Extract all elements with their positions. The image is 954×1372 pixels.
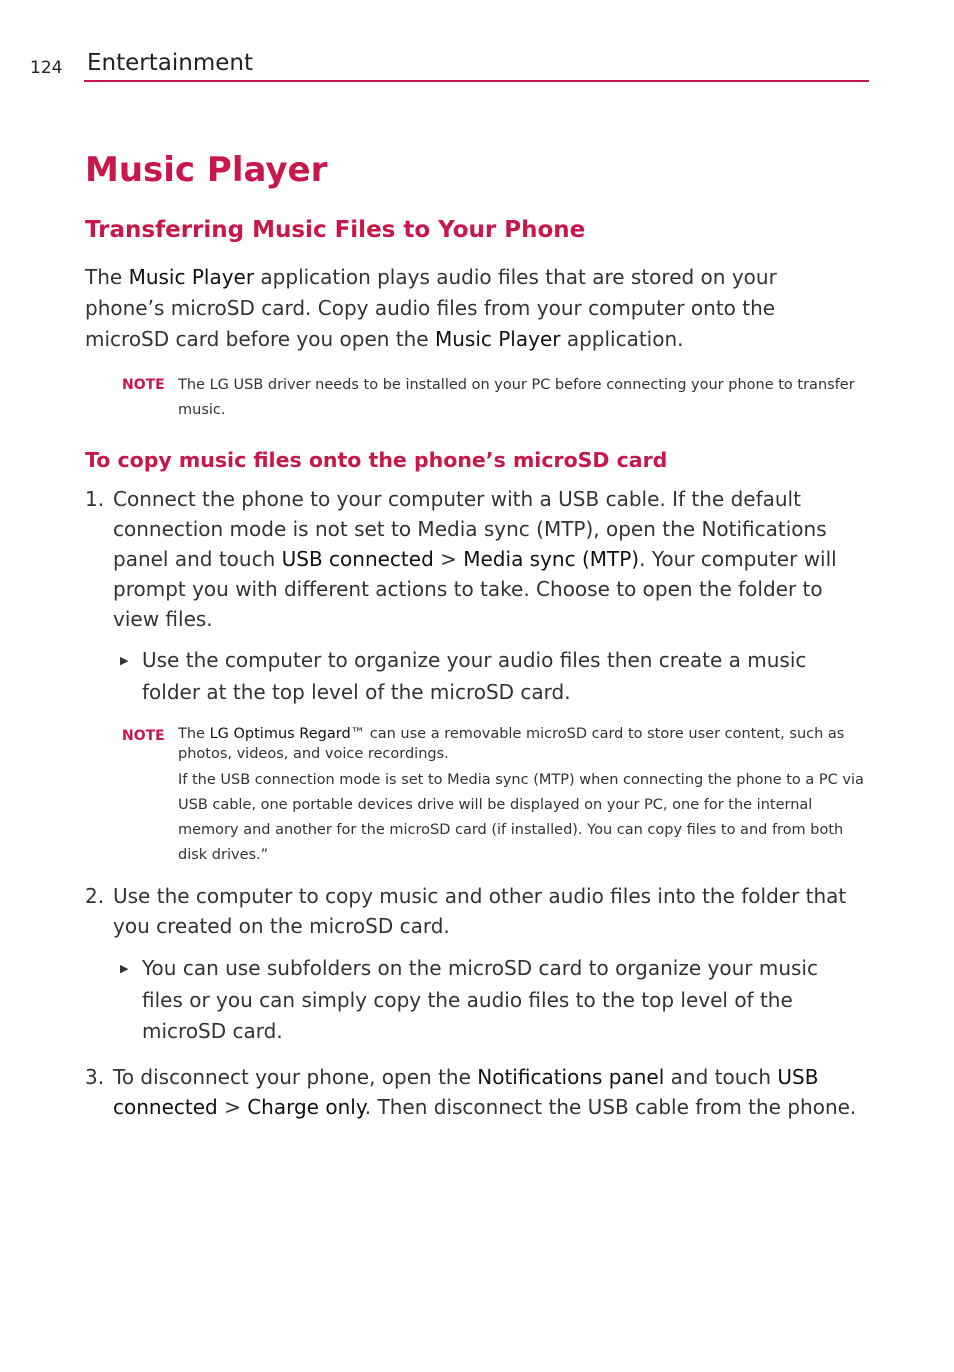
intro-text-1: The	[85, 265, 129, 289]
step-1	[85, 484, 870, 634]
bullet-organize-files	[120, 645, 850, 708]
intro-text-3: application.	[560, 327, 684, 351]
section-subtitle: Transferring Music Files to Your Phone	[85, 217, 586, 243]
step-bold: Media sync (MTP)	[463, 547, 640, 571]
bullet-text: Use the computer to organize your audio files then create a music folder at the top level of the microSD card.	[142, 648, 807, 704]
intro-text-2: application plays audio files that are stored on your phone’s microSD card. Copy audio files from your computer onto the microSD card before you open the	[85, 265, 777, 351]
procedure-title: To copy music files onto the phone’s microSD card	[85, 448, 668, 472]
note-usb-driver	[122, 373, 867, 423]
triangle-bullet-icon: ▶	[120, 654, 129, 667]
step-2	[85, 881, 870, 941]
bullet-text: You can use subfolders on the microSD card to organize your music files or you can simply copy the audio files to the top level of the microSD card.	[142, 956, 818, 1043]
note-bold: LG Optimus Regard	[209, 726, 351, 742]
section-heading: Entertainment	[87, 50, 253, 76]
page-title: Music Player	[85, 150, 328, 190]
bullet-subfolders	[120, 953, 850, 1048]
page-number: 124	[30, 58, 63, 78]
step-number: 3.	[85, 1065, 105, 1089]
note-label: NOTE	[122, 728, 165, 744]
step-bold: Charge only	[247, 1095, 365, 1119]
step-text: Connect the phone to your computer with a USB cable. If the default connection mode is not set to Media sync (MTP), open the Notifications panel and touch USB connected > Media sync (MTP). Your computer will prompt you with different actions to take. Choose to open the folder to view files.	[113, 487, 837, 631]
note-text: The LG USB driver needs to be installed on your PC before connecting your phone to transfer music.	[178, 377, 855, 418]
note-label: NOTE	[122, 377, 165, 393]
note-text: The LG Optimus Regard™ can use a removable microSD card to store user content, such as photos, videos, and voice recordings.	[178, 726, 845, 762]
step-bold: USB connected	[113, 1065, 819, 1119]
intro-paragraph	[85, 262, 855, 355]
step-number: 1.	[85, 487, 105, 511]
intro-bold-2: Music Player	[434, 327, 561, 351]
step-bold: Notifications panel	[477, 1065, 665, 1089]
step-number: 2.	[85, 884, 105, 908]
note-text: If the USB connection mode is set to Media sync (MTP) when connecting the phone to a PC via USB cable, one portable devices drive will be displayed on your PC, one for the internal memory and another for the microSD card (if installed). You can copy files to and from both disk drives.”	[178, 772, 864, 863]
note-microsd	[122, 724, 867, 868]
intro-bold-1: Music Player	[128, 265, 255, 289]
step-text: To disconnect your phone, open the Notifications panel and touch USB connected > Charge only. Then disconnect the USB cable from the phone.	[113, 1065, 857, 1119]
step-3	[85, 1062, 870, 1122]
header-divider	[84, 80, 869, 82]
step-text: Use the computer to copy music and other audio files into the folder that you created on the microSD card.	[113, 884, 847, 938]
step-bold: USB connected	[281, 547, 434, 571]
triangle-bullet-icon: ▶	[120, 962, 129, 975]
